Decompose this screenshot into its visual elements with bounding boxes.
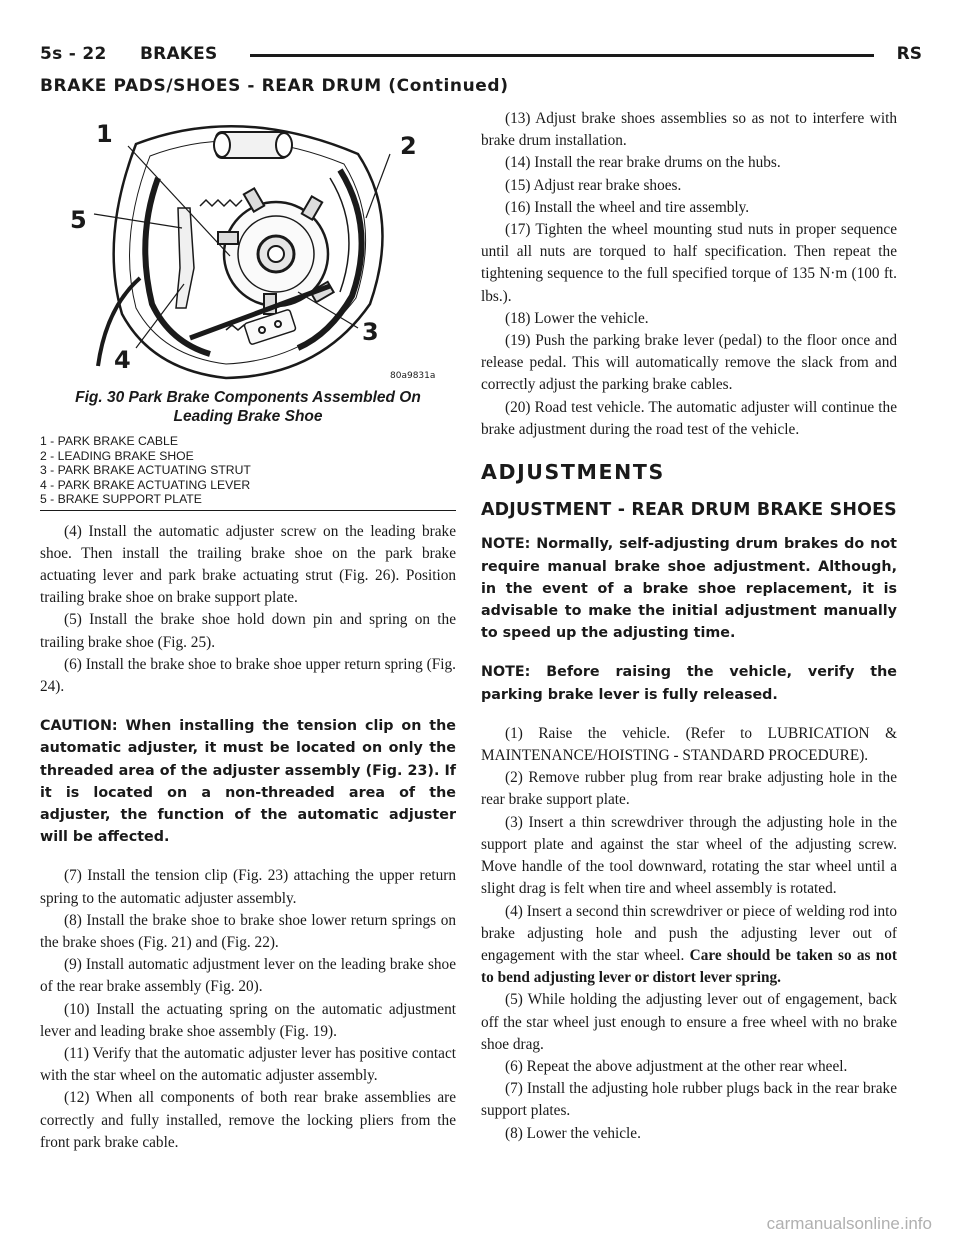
- step-paragraph: (6) Repeat the above adjustment at the other rear wheel.: [505, 1057, 848, 1075]
- step-paragraph: (9) Install automatic adjustment lever on the leading brake shoe of the rear brake assembly (Fig. 20).: [40, 956, 456, 996]
- step-paragraph: (3) Insert a thin screwdriver through the adjusting hole in the support plate and against the star wheel of the adjusting screw. Move handle of the tool downward, rotating the star wheel until a slight drag is felt when tire and wheel assembly is rotated.: [481, 813, 897, 898]
- legend-rule: [40, 510, 456, 511]
- image-code: 80a9831a: [390, 371, 436, 381]
- page-number: 5s - 22: [40, 44, 107, 64]
- step-paragraph: (16) Install the wheel and tire assembly.: [505, 198, 750, 216]
- watermark: carmanualsonline.info: [766, 1214, 932, 1233]
- callout-3: 3: [362, 318, 379, 346]
- figure-30: [40, 108, 456, 386]
- step-paragraph: (19) Push the parking brake lever (pedal) to the floor once and release pedal. This will automatically remove the slack from and correctly adjust the parking brake cables.: [481, 332, 897, 394]
- page-header: [40, 44, 922, 70]
- step-paragraph: (13) Adjust brake shoes assemblies so as not to interfere with brake drum installation.: [481, 110, 897, 150]
- brake-assembly-illustration: [40, 108, 456, 386]
- step-paragraph: (6) Install the brake shoe to brake shoe upper return spring (Fig. 24).: [40, 655, 456, 695]
- section-heading: ADJUSTMENTS: [481, 460, 665, 485]
- legend-item: 4 - PARK BRAKE ACTUATING LEVER: [40, 477, 251, 492]
- step-paragraph: (12) When all components of both rear brake assemblies are correctly and fully installed, remove the locking pliers from the front park brake cable.: [40, 1089, 456, 1151]
- step-paragraph: (4) Install the automatic adjuster screw on the leading brake shoe. Then install the trailing brake shoe on the park brake actuating lever and park brake actuating strut (Fig. 26). Position trailing brake shoe on brake support plate.: [40, 522, 456, 607]
- continued-title: BRAKE PADS/SHOES - REAR DRUM (Continued): [40, 76, 509, 96]
- legend-item: 2 - LEADING BRAKE SHOE: [40, 448, 194, 463]
- callout-1: 1: [96, 120, 113, 148]
- step-paragraph: (8) Lower the vehicle.: [505, 1124, 641, 1142]
- step-paragraph: (5) Install the brake shoe hold down pin and spring on the trailing brake shoe (Fig. 25).: [40, 611, 456, 651]
- step-text: (4) Insert a second thin screwdriver or piece of welding rod into brake adjusting hole and push the adjusting lever out of engagement with the star wheel.: [481, 902, 897, 964]
- callout-4: 4: [114, 346, 131, 374]
- step-paragraph: (7) Install the adjusting hole rubber plugs back in the rear brake support plates.: [481, 1080, 897, 1120]
- caution-note: CAUTION: When installing the tension clip on the automatic adjuster, it must be located on only the threaded area of the adjuster assembly (Fig. 23). If it is located on a non-threaded area of the adjuster, the function of the automatic adjuster will be affected.: [40, 718, 456, 846]
- callout-5: 5: [70, 206, 87, 234]
- model-code: RS: [896, 44, 922, 64]
- right-column: [481, 108, 897, 1145]
- header-rule: [250, 54, 874, 57]
- section-name: BRAKES: [140, 44, 218, 64]
- step-paragraph: [481, 901, 897, 990]
- figure-legend: [40, 434, 456, 511]
- step-paragraph: (18) Lower the vehicle.: [505, 309, 649, 327]
- note-paragraph: NOTE: Normally, self-adjusting drum brakes do not require manual brake shoe adjustment. Although, in the event of a brake shoe replacement, it is advisable to make the initial adjustment manually to speed up the adjusting time.: [481, 536, 897, 642]
- step-paragraph: (10) Install the actuating spring on the automatic adjustment lever and leading brake shoe assembly (Fig. 19).: [40, 1000, 456, 1040]
- left-column: [40, 108, 456, 1154]
- step-warning: Care should be taken so as not to bend adjusting lever or distort lever spring.: [481, 946, 898, 987]
- step-paragraph: (2) Remove rubber plug from rear brake adjusting hole in the rear brake support plate.: [481, 769, 897, 809]
- legend-item: 3 - PARK BRAKE ACTUATING STRUT: [40, 463, 251, 477]
- step-paragraph: (14) Install the rear brake drums on the hubs.: [505, 154, 781, 172]
- subsection-heading: ADJUSTMENT - REAR DRUM BRAKE SHOES: [481, 500, 897, 521]
- step-paragraph: (1) Raise the vehicle. (Refer to LUBRICATION & MAINTENANCE/HOISTING - STANDARD PROCEDURE).: [481, 724, 897, 765]
- legend-item: 1 - PARK BRAKE CABLE: [40, 434, 178, 448]
- step-paragraph: (11) Verify that the automatic adjuster lever has positive contact with the star wheel on the automatic adjuster assembly.: [40, 1044, 456, 1085]
- step-paragraph: (8) Install the brake shoe to brake shoe lower return springs on the brake shoes (Fig. 21) and (Fig. 22).: [40, 911, 456, 951]
- step-paragraph: (20) Road test vehicle. The automatic adjuster will continue the brake adjustment during the road test of the vehicle.: [481, 398, 897, 438]
- legend-item: 5 - BRAKE SUPPORT PLATE: [40, 492, 202, 506]
- note-paragraph: NOTE: Before raising the vehicle, verify the parking brake lever is fully released.: [481, 664, 897, 703]
- figure-caption: Fig. 30 Park Brake Components Assembled On Leading Brake Shoe: [75, 389, 421, 425]
- step-paragraph: (7) Install the tension clip (Fig. 23) attaching the upper return spring to the automatic adjuster assembly.: [40, 867, 456, 907]
- callout-2: 2: [400, 132, 417, 160]
- step-paragraph: (5) While holding the adjusting lever out of engagement, back off the star wheel just enough to ensure a free wheel with no brake shoe drag.: [481, 991, 897, 1053]
- step-paragraph: (15) Adjust rear brake shoes.: [505, 176, 682, 194]
- step-paragraph: (17) Tighten the wheel mounting stud nuts in proper sequence until all nuts are torqued to half specification. Then repeat the tightening sequence to the full specified torque of 135 N·m (100 ft. lbs.).: [481, 221, 897, 305]
